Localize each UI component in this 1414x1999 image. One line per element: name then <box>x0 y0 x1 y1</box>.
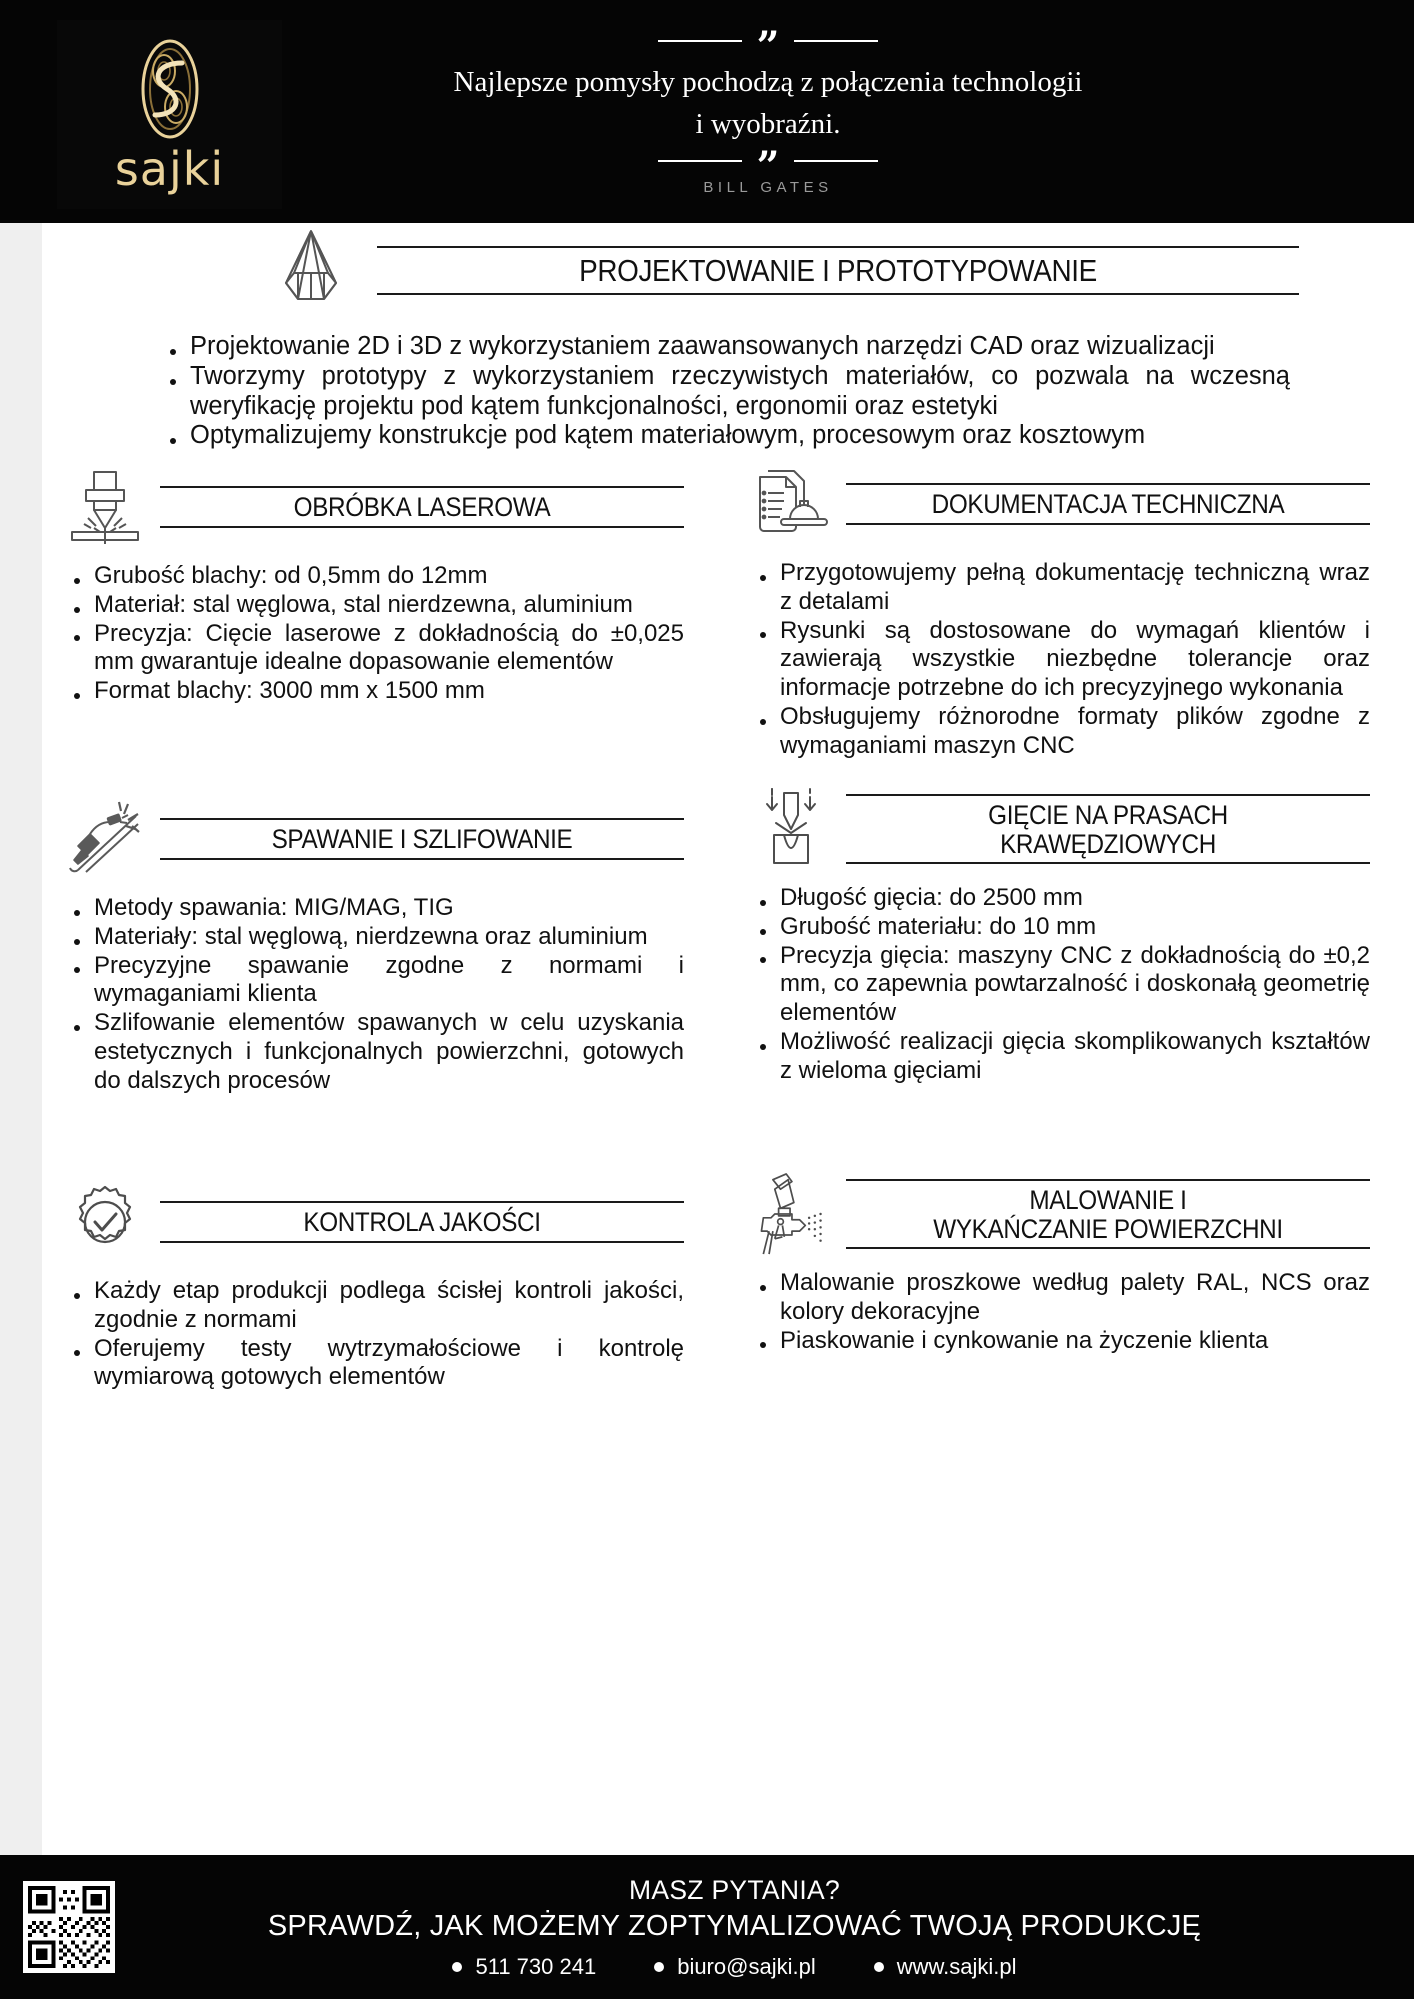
list-item: Szlifowanie elementów spawanych w celu uzyskania estetycznych i funkcjonalnych powierzchni, gotowych do dalszych procesów <box>64 1009 684 1095</box>
list-item: Metody spawania: MIG/MAG, TIG <box>64 894 684 923</box>
press-brake-icon <box>750 788 832 870</box>
footer-content <box>55 1875 1414 1980</box>
content-sheet <box>42 223 1414 1855</box>
list-item: Grubość materiału: do 10 mm <box>750 913 1370 942</box>
bullet-dot-icon <box>874 1962 884 1972</box>
section-header <box>750 1173 1370 1255</box>
section-laser <box>64 466 684 706</box>
section-title: DOKUMENTACJA TECHNICZNA <box>931 489 1285 520</box>
quote-rule-top <box>658 22 877 70</box>
section-title-line2: WYKAŃCZANIE POWIERZCHNI <box>933 1213 1283 1244</box>
section-title-box <box>160 1201 684 1243</box>
contact-phone[interactable] <box>452 1954 596 1980</box>
section-malowanie <box>750 1173 1370 1355</box>
section-projektowanie <box>42 223 1414 451</box>
section-bullets <box>64 562 684 706</box>
rule-line-right <box>794 40 878 42</box>
section-header <box>64 466 684 548</box>
section-bullets <box>750 559 1370 761</box>
page-footer <box>0 1855 1414 1999</box>
list-item: Precyzja: Cięcie laserowe z dokładnością do ±0,025 mm gwarantuje idealne dopasowanie elementów <box>64 620 684 678</box>
list-item: Malowanie proszkowe według palety RAL, NCS oraz kolory dekoracyjne <box>750 1269 1370 1327</box>
section-header <box>750 788 1370 870</box>
wireframe-gem-icon <box>264 223 359 318</box>
section-title-box <box>160 486 684 528</box>
section-bullets <box>160 332 1290 451</box>
section-kontrola <box>64 1181 684 1392</box>
section-title: KONTROLA JAKOŚCI <box>303 1207 541 1238</box>
list-item: Projektowanie 2D i 3D z wykorzystaniem zaawansowanych narzędzi CAD oraz wizualizacji <box>160 332 1290 362</box>
list-item: Format blachy: 3000 mm x 1500 mm <box>64 677 684 706</box>
contact-website-label: www.sajki.pl <box>896 1953 1017 1979</box>
section-bullets <box>64 1277 684 1392</box>
list-item: Precyzja gięcia: maszyny CNC z dokładnością do ±0,2 mm, co zapewnia powtarzalność i doskonałą geometrię elementów <box>750 942 1370 1028</box>
quality-badge-check-icon <box>64 1181 146 1263</box>
section-title: PROJEKTOWANIE I PROTOTYPOWANIE <box>579 253 1097 288</box>
list-item: Rysunki są dostosowane do wymagań klientów i zawierają wszystkie niezbędne tolerancje oraz informacje potrzebne do ich precyzyjnego wykonania <box>750 617 1370 703</box>
section-bullets <box>750 884 1370 1086</box>
contact-phone-label: 511 730 241 <box>475 1953 597 1979</box>
list-item: Obsługujemy różnorodne formaty plików zgodne z wymaganiami maszyn CNC <box>750 703 1370 761</box>
section-title-line1: MALOWANIE I <box>1029 1184 1187 1215</box>
list-item: Długość gięcia: do 2500 mm <box>750 884 1370 913</box>
logo-wordmark: sajki <box>114 142 225 196</box>
laser-cutting-head-icon <box>64 466 146 548</box>
section-dokumentacja <box>750 463 1370 761</box>
welding-torch-icon <box>64 798 146 880</box>
quote-author: BILL GATES <box>703 179 833 197</box>
section-header <box>42 223 1414 318</box>
section-header <box>64 798 684 880</box>
section-title <box>872 1186 1344 1243</box>
list-item: Materiał: stal węglowa, stal nierdzewna, aluminium <box>64 591 684 620</box>
section-title: OBRÓBKA LASEROWA <box>293 492 551 523</box>
quote-mark-icon: ” <box>756 143 780 191</box>
section-title-box <box>377 246 1299 295</box>
page-margin-strip <box>0 223 42 1855</box>
list-item: Materiały: stal węglową, nierdzewna oraz aluminium <box>64 923 684 952</box>
section-title: SPAWANIE I SZLIFOWANIE <box>271 824 573 855</box>
list-item: Oferujemy testy wytrzymałościowe i kontrolę wymiarową gotowych elementów <box>64 1335 684 1393</box>
footer-contacts <box>452 1954 1016 1980</box>
sajki-spiral-logo-icon <box>127 37 213 142</box>
section-bullets <box>64 894 684 1096</box>
section-title-line1: GIĘCIE NA PRASACH <box>988 799 1228 830</box>
list-item: Przygotowujemy pełną dokumentację techniczną wraz z detalami <box>750 559 1370 617</box>
section-title-box <box>846 1179 1370 1249</box>
section-bullets <box>750 1269 1370 1355</box>
spray-gun-icon <box>750 1173 832 1255</box>
section-title <box>872 801 1344 858</box>
rule-line-left <box>658 40 742 42</box>
quote-block <box>242 22 1414 197</box>
quote-text: Najlepsze pomysły pochodzą z połączenia technologii i wyobraźni. <box>453 65 1083 140</box>
bullet-dot-icon <box>452 1962 462 1972</box>
page-header <box>0 0 1414 223</box>
section-title-box <box>846 794 1370 864</box>
section-header <box>64 1181 684 1263</box>
list-item: Każdy etap produkcji podlega ścisłej kontroli jakości, zgodnie z normami <box>64 1277 684 1335</box>
section-title-box <box>160 818 684 860</box>
rule-line-right <box>794 160 878 162</box>
list-item: Precyzyjne spawanie zgodne z normami i wymaganiami klienta <box>64 952 684 1010</box>
list-item: Możliwość realizacji gięcia skomplikowanych kształtów z wieloma gięciami <box>750 1028 1370 1086</box>
contact-email-label: biuro@sajki.pl <box>677 1953 816 1979</box>
footer-line-1: MASZ PYTANIA? <box>628 1874 841 1905</box>
list-item: Piaskowanie i cynkowanie na życzenie klienta <box>750 1327 1370 1356</box>
section-header <box>750 463 1370 545</box>
document-hardhat-icon <box>750 463 832 545</box>
section-giecie <box>750 788 1370 1086</box>
rule-line-left <box>658 160 742 162</box>
section-title-line2: KRAWĘDZIOWYCH <box>1000 828 1216 859</box>
list-item: Grubość blachy: od 0,5mm do 12mm <box>64 562 684 591</box>
contact-website[interactable] <box>874 1954 1017 1980</box>
list-item: Tworzymy prototypy z wykorzystaniem rzeczywistych materiałów, co pozwala na wczesną weryfikację projektu pod kątem funkcjonalności, ergonomii oraz estetyki <box>160 362 1290 422</box>
bullet-dot-icon <box>654 1962 664 1972</box>
section-title-box <box>846 483 1370 525</box>
section-spawanie <box>64 798 684 1096</box>
list-item: Optymalizujemy konstrukcje pod kątem materiałowym, procesowym oraz kosztowym <box>160 421 1290 451</box>
footer-line-2: SPRAWDŹ, JAK MOŻEMY ZOPTYMALIZOWAĆ TWOJĄ PRODUKCJĘ <box>267 1909 1202 1942</box>
quote-mark-icon: ” <box>756 22 780 70</box>
contact-email[interactable] <box>654 1954 816 1980</box>
